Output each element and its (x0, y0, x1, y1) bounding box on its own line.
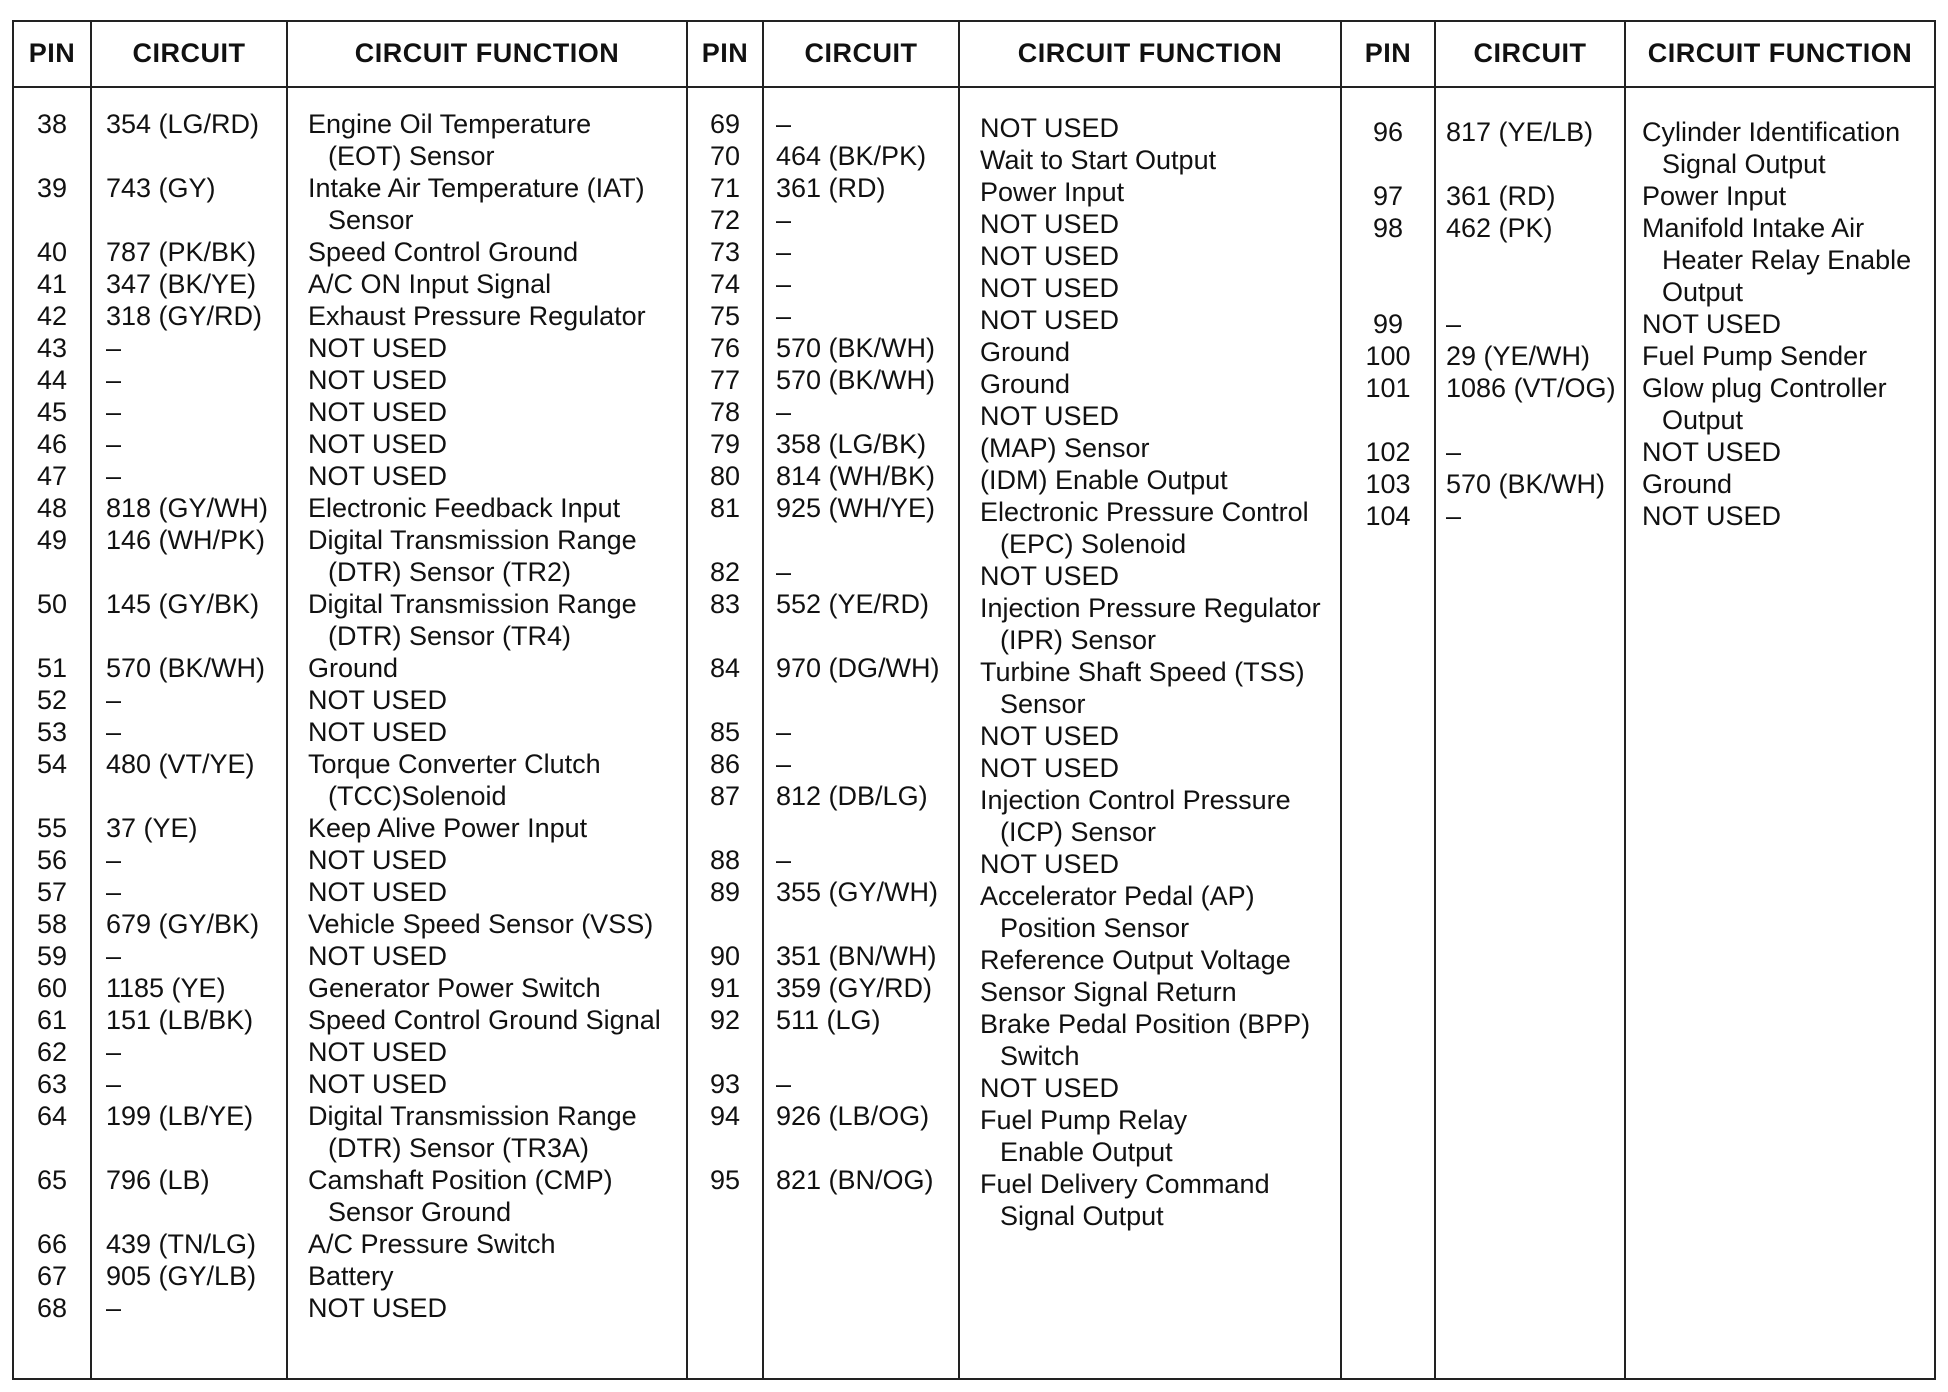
pin-number: 80 (709, 461, 741, 491)
circuit-function: NOT USED (980, 849, 1120, 879)
circuit-code: – (106, 877, 122, 907)
circuit-function-continuation: (TCC)Solenoid (328, 781, 507, 811)
pin-number: 43 (36, 333, 68, 363)
circuit-code: – (1446, 437, 1462, 467)
circuit-function: NOT USED (1642, 437, 1782, 467)
pin-column (14, 108, 90, 1324)
circuit-function-continuation: (DTR) Sensor (TR2) (328, 557, 572, 587)
circuit-code: 361 (RD) (1446, 181, 1556, 211)
circuit-function: (IDM) Enable Output (980, 465, 1228, 495)
circuit-function: Accelerator Pedal (AP) (980, 881, 1255, 911)
pin-number: 45 (36, 397, 68, 427)
circuit-function: NOT USED (980, 561, 1120, 591)
circuit-code: – (776, 301, 792, 331)
circuit-function-column (980, 112, 1321, 1232)
circuit-code: – (106, 429, 122, 459)
pin-number: 46 (36, 429, 68, 459)
circuit-function: NOT USED (308, 685, 448, 715)
pin-number: 90 (709, 941, 741, 971)
pin-number: 103 (1365, 469, 1411, 499)
circuit-code: – (106, 365, 122, 395)
circuit-code: 812 (DB/LG) (776, 781, 928, 811)
circuit-function-continuation: Signal Output (1662, 149, 1826, 179)
circuit-code: 480 (VT/YE) (106, 749, 255, 779)
circuit-code: 347 (BK/YE) (106, 269, 257, 299)
circuit-code: 146 (WH/PK) (106, 525, 266, 555)
pin-number: 68 (36, 1293, 68, 1323)
circuit-code: – (106, 845, 122, 875)
circuit-code: 462 (PK) (1446, 213, 1553, 243)
header-pin: PIN (701, 38, 749, 68)
header-circuit: CIRCUIT (804, 38, 918, 68)
circuit-code: – (106, 1037, 122, 1067)
circuit-code: – (106, 397, 122, 427)
pin-number: 64 (36, 1101, 68, 1131)
pin-number: 82 (709, 557, 741, 587)
circuit-function: Electronic Feedback Input (308, 493, 621, 523)
pin-number: 65 (36, 1165, 68, 1195)
circuit-function: Battery (308, 1261, 394, 1291)
pin-number: 83 (709, 589, 741, 619)
pin-number: 102 (1365, 437, 1411, 467)
circuit-code: – (776, 749, 792, 779)
circuit-function-column (308, 108, 661, 1324)
pin-number: 61 (36, 1005, 68, 1035)
circuit-code: – (776, 557, 792, 587)
circuit-code: 1086 (VT/OG) (1446, 373, 1616, 403)
circuit-function: Injection Pressure Regulator (980, 593, 1321, 623)
pin-number: 72 (709, 205, 741, 235)
circuit-function: NOT USED (980, 209, 1120, 239)
circuit-function: Digital Transmission Range (308, 525, 637, 555)
pin-number: 62 (36, 1037, 68, 1067)
circuit-code: 199 (LB/YE) (106, 1101, 254, 1131)
circuit-function: NOT USED (308, 877, 448, 907)
circuit-function: Fuel Pump Sender (1642, 341, 1868, 371)
circuit-code: – (776, 237, 792, 267)
circuit-code: 464 (BK/PK) (776, 141, 927, 171)
circuit-function-continuation: (ICP) Sensor (1000, 817, 1157, 847)
circuit-code: 439 (TN/LG) (106, 1229, 257, 1259)
circuit-function: NOT USED (308, 941, 448, 971)
circuit-code: 905 (GY/LB) (106, 1261, 257, 1291)
pin-number: 58 (36, 909, 68, 939)
circuit-function: A/C Pressure Switch (308, 1229, 556, 1259)
circuit-code: 355 (GY/WH) (776, 877, 939, 907)
pin-number: 44 (36, 365, 68, 395)
pin-number: 91 (709, 973, 741, 1003)
pin-number: 101 (1365, 373, 1411, 403)
pin-number: 78 (709, 397, 741, 427)
circuit-function: Speed Control Ground (308, 237, 579, 267)
circuit-function: Digital Transmission Range (308, 589, 637, 619)
pin-number: 76 (709, 333, 741, 363)
circuit-code: – (106, 1069, 122, 1099)
circuit-code: 787 (PK/BK) (106, 237, 257, 267)
pin-number: 38 (36, 109, 68, 139)
circuit-code: 318 (GY/RD) (106, 301, 263, 331)
circuit-function: Turbine Shaft Speed (TSS) (980, 657, 1305, 687)
column-divider (762, 22, 764, 1378)
circuit-function: Ground (308, 653, 399, 683)
circuit-function: Intake Air Temperature (IAT) (308, 173, 645, 203)
circuit-code: 743 (GY) (106, 173, 216, 203)
circuit-function: NOT USED (980, 753, 1120, 783)
circuit-code: 818 (GY/WH) (106, 493, 269, 523)
circuit-function: Electronic Pressure Control (980, 497, 1309, 527)
circuit-code: 552 (YE/RD) (776, 589, 930, 619)
circuit-function: NOT USED (980, 113, 1120, 143)
pin-number: 70 (709, 141, 741, 171)
circuit-function-continuation: (DTR) Sensor (TR4) (328, 621, 572, 651)
circuit-function: NOT USED (308, 429, 448, 459)
pin-number: 93 (709, 1069, 741, 1099)
circuit-function-continuation: Signal Output (1000, 1201, 1164, 1231)
circuit-code: – (106, 461, 122, 491)
circuit-code: – (1446, 501, 1462, 531)
circuit-code: 511 (LG) (776, 1005, 881, 1035)
circuit-function: Vehicle Speed Sensor (VSS) (308, 909, 654, 939)
circuit-function: NOT USED (980, 305, 1120, 335)
circuit-function: Engine Oil Temperature (308, 109, 592, 139)
circuit-code: 570 (BK/WH) (106, 653, 266, 683)
pin-number: 63 (36, 1069, 68, 1099)
pin-number: 39 (36, 173, 68, 203)
circuit-function: NOT USED (980, 1073, 1120, 1103)
circuit-function: NOT USED (308, 365, 448, 395)
circuit-column (1446, 116, 1616, 532)
circuit-code: 570 (BK/WH) (776, 365, 936, 395)
circuit-function: Torque Converter Clutch (308, 749, 601, 779)
circuit-function: NOT USED (1642, 501, 1782, 531)
circuit-function: Reference Output Voltage (980, 945, 1291, 975)
pin-number: 51 (36, 653, 68, 683)
circuit-function-continuation: (IPR) Sensor (1000, 625, 1157, 655)
circuit-function: NOT USED (308, 397, 448, 427)
header-circuit-function: CIRCUIT FUNCTION (1017, 38, 1283, 68)
circuit-function: Power Input (1642, 181, 1787, 211)
circuit-function-continuation: Output (1662, 277, 1744, 307)
pin-number: 47 (36, 461, 68, 491)
pin-number: 49 (36, 525, 68, 555)
circuit-code: 1185 (YE) (106, 973, 226, 1003)
circuit-function-continuation: Sensor (1000, 689, 1086, 719)
pin-number: 104 (1365, 501, 1411, 531)
circuit-function-continuation: Enable Output (1000, 1137, 1173, 1167)
circuit-code: 358 (LG/BK) (776, 429, 927, 459)
circuit-code: – (776, 717, 792, 747)
circuit-code: 679 (GY/BK) (106, 909, 260, 939)
circuit-function: NOT USED (308, 333, 448, 363)
header-pin: PIN (1364, 38, 1412, 68)
circuit-code: – (1446, 309, 1462, 339)
circuit-code: 570 (BK/WH) (1446, 469, 1606, 499)
circuit-function: Sensor Signal Return (980, 977, 1237, 1007)
pin-number: 92 (709, 1005, 741, 1035)
header-rule (14, 86, 1934, 88)
circuit-code: 970 (DG/WH) (776, 653, 940, 683)
pin-number: 40 (36, 237, 68, 267)
circuit-code: 37 (YE) (106, 813, 198, 843)
pin-number: 41 (36, 269, 68, 299)
column-divider (1434, 22, 1436, 1378)
pin-number: 67 (36, 1261, 68, 1291)
circuit-function: Camshaft Position (CMP) (308, 1165, 613, 1195)
circuit-column (776, 108, 940, 1228)
circuit-function: NOT USED (980, 241, 1120, 271)
circuit-function-continuation: Position Sensor (1000, 913, 1190, 943)
circuit-code: – (106, 333, 122, 363)
pin-number: 54 (36, 749, 68, 779)
header-circuit-function: CIRCUIT FUNCTION (1647, 38, 1913, 68)
circuit-function: NOT USED (980, 401, 1120, 431)
circuit-function: NOT USED (308, 1037, 448, 1067)
circuit-code: – (776, 1069, 792, 1099)
pin-number: 75 (709, 301, 741, 331)
pin-number: 95 (709, 1165, 741, 1195)
circuit-function: Keep Alive Power Input (308, 813, 588, 843)
circuit-function: NOT USED (308, 845, 448, 875)
circuit-function: Generator Power Switch (308, 973, 601, 1003)
pin-number: 71 (709, 173, 741, 203)
pin-number: 59 (36, 941, 68, 971)
pin-number: 87 (709, 781, 741, 811)
pin-number: 57 (36, 877, 68, 907)
circuit-function: Speed Control Ground Signal (308, 1005, 661, 1035)
circuit-function: NOT USED (308, 1069, 448, 1099)
circuit-code: 814 (WH/BK) (776, 461, 936, 491)
circuit-function: Cylinder Identification (1642, 117, 1901, 147)
circuit-function-continuation: (EOT) Sensor (328, 141, 495, 171)
pin-number: 88 (709, 845, 741, 875)
circuit-code: 145 (GY/BK) (106, 589, 260, 619)
circuit-function: Wait to Start Output (980, 145, 1217, 175)
pin-number: 53 (36, 717, 68, 747)
pin-number: 42 (36, 301, 68, 331)
circuit-function: Ground (1642, 469, 1733, 499)
pin-number: 100 (1365, 341, 1411, 371)
circuit-code: – (106, 685, 122, 715)
pin-column (688, 108, 762, 1228)
pin-number: 50 (36, 589, 68, 619)
circuit-function-column (1642, 116, 1911, 532)
circuit-code: – (776, 205, 792, 235)
circuit-function: Exhaust Pressure Regulator (308, 301, 646, 331)
pin-number: 73 (709, 237, 741, 267)
column-divider (958, 22, 960, 1378)
pin-number: 89 (709, 877, 741, 907)
circuit-code: 821 (BN/OG) (776, 1165, 934, 1195)
column-divider (1624, 22, 1626, 1378)
column-divider (90, 22, 92, 1378)
header-circuit-function: CIRCUIT FUNCTION (354, 38, 620, 68)
pin-number: 85 (709, 717, 741, 747)
circuit-function: NOT USED (308, 1293, 448, 1323)
pin-number: 74 (709, 269, 741, 299)
circuit-function: NOT USED (980, 721, 1120, 751)
circuit-function: Power Input (980, 177, 1125, 207)
circuit-code: – (106, 941, 122, 971)
circuit-code: 359 (GY/RD) (776, 973, 933, 1003)
circuit-function-continuation: Sensor (328, 205, 414, 235)
circuit-function: NOT USED (1642, 309, 1782, 339)
circuit-code: 151 (LB/BK) (106, 1005, 254, 1035)
pin-number: 96 (1372, 117, 1404, 147)
circuit-function: Ground (980, 337, 1071, 367)
pin-number: 84 (709, 653, 741, 683)
pin-number: 56 (36, 845, 68, 875)
pin-number: 52 (36, 685, 68, 715)
pin-number: 81 (709, 493, 741, 523)
circuit-function: NOT USED (980, 273, 1120, 303)
circuit-code: 29 (YE/WH) (1446, 341, 1591, 371)
circuit-code: – (776, 269, 792, 299)
circuit-function: Glow plug Controller (1642, 373, 1887, 403)
circuit-function: Brake Pedal Position (BPP) (980, 1009, 1311, 1039)
circuit-function: Ground (980, 369, 1071, 399)
circuit-function: Digital Transmission Range (308, 1101, 637, 1131)
circuit-code: 570 (BK/WH) (776, 333, 936, 363)
pin-number: 55 (36, 813, 68, 843)
circuit-code: 351 (BN/WH) (776, 941, 937, 971)
circuit-code: 817 (YE/LB) (1446, 117, 1594, 147)
pin-column (1342, 116, 1434, 532)
circuit-code: – (106, 717, 122, 747)
circuit-code: 361 (RD) (776, 173, 886, 203)
circuit-code: 354 (LG/RD) (106, 109, 260, 139)
circuit-function-continuation: (DTR) Sensor (TR3A) (328, 1133, 590, 1163)
circuit-code: 796 (LB) (106, 1165, 210, 1195)
header-pin: PIN (28, 38, 76, 68)
circuit-code: – (776, 845, 792, 875)
column-divider (286, 22, 288, 1378)
pin-number: 97 (1372, 181, 1404, 211)
pin-number: 66 (36, 1229, 68, 1259)
header-circuit: CIRCUIT (132, 38, 246, 68)
pin-number: 69 (709, 109, 741, 139)
circuit-function: NOT USED (308, 461, 448, 491)
pin-number: 79 (709, 429, 741, 459)
circuit-function: NOT USED (308, 717, 448, 747)
circuit-function-continuation: Switch (1000, 1041, 1080, 1071)
circuit-code: 925 (WH/YE) (776, 493, 936, 523)
pin-number: 99 (1372, 309, 1404, 339)
circuit-code: – (776, 109, 792, 139)
pin-number: 98 (1372, 213, 1404, 243)
pin-number: 48 (36, 493, 68, 523)
circuit-function: Manifold Intake Air (1642, 213, 1865, 243)
pinout-table (12, 20, 1936, 1380)
circuit-function: Injection Control Pressure (980, 785, 1291, 815)
circuit-function: Fuel Delivery Command (980, 1169, 1270, 1199)
header-circuit: CIRCUIT (1473, 38, 1587, 68)
pin-number: 94 (709, 1101, 741, 1131)
pin-number: 60 (36, 973, 68, 1003)
circuit-function: (MAP) Sensor (980, 433, 1150, 463)
circuit-function-continuation: Heater Relay Enable (1662, 245, 1912, 275)
pin-number: 77 (709, 365, 741, 395)
circuit-code: – (776, 397, 792, 427)
circuit-function: Fuel Pump Relay (980, 1105, 1188, 1135)
circuit-column (106, 108, 268, 1324)
pin-number: 86 (709, 749, 741, 779)
circuit-function-continuation: Output (1662, 405, 1744, 435)
circuit-function: A/C ON Input Signal (308, 269, 552, 299)
circuit-function-continuation: (EPC) Solenoid (1000, 529, 1187, 559)
circuit-function-continuation: Sensor Ground (328, 1197, 512, 1227)
circuit-code: – (106, 1293, 122, 1323)
circuit-code: 926 (LB/OG) (776, 1101, 930, 1131)
